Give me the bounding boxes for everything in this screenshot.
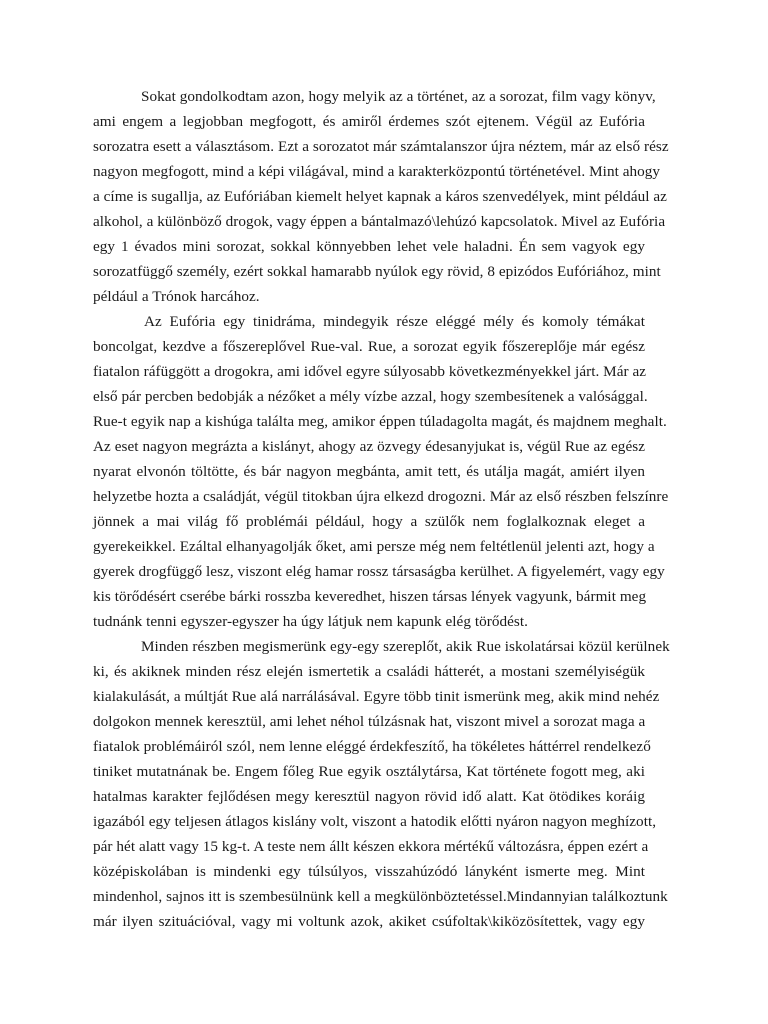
- paragraph-2-line-1: Az Eufória egy tinidráma, mindegyik része eléggé mély és komoly témákat: [144, 313, 645, 330]
- paragraph-1-line-3: sorozatra esett a választásom. Ezt a sorozatot már számtalanszor újra néztem, már az első rész: [93, 138, 669, 155]
- paragraph-3-line-12: már ilyen szituációval, vagy mi voltunk azok, akiket csúfoltak\kiközösítettek, vagy egy: [93, 913, 645, 930]
- paragraph-3-line-11: mindenhol, sajnos itt is szembesülnünk kell a megkülönböztetéssel.Mindannyian találkoztunk: [93, 888, 668, 905]
- paragraph-2-line-12: kis törődésért cserébe bárki rosszba keveredhet, hiszen társas lények vagyunk, bármit meg: [93, 588, 647, 605]
- paragraph-2-line-3: fiatalon ráfüggött a drogokra, ami idővel egyre súlyosabb következményekkel járt. Már az: [93, 363, 647, 380]
- paragraph-1-line-5: a címe is sugallja, az Eufóriában kiemelt helyet kapnak a káros szenvedélyek, mint például az: [93, 188, 667, 205]
- paragraph-1-line-8: sorozatfüggő személy, ezért sokkal hamarabb nyúlok egy rövid, 8 epizódos Eufóriához, mint: [93, 263, 661, 280]
- paragraph-2-line-10: gyerekeikkel. Ezáltal elhanyagolják őket, ami persze még nem feltétlenül jelenti azt, hogy a: [93, 538, 655, 555]
- paragraph-3-line-10: középiskolában is mindenki egy túlsúlyos, visszahúzódó lányként ismerte meg. Mint: [93, 863, 645, 880]
- paragraph-1-line-2: ami engem a legjobban megfogott, és amiről érdemes szót ejtenem. Végül az Eufória: [93, 113, 645, 130]
- paragraph-2-line-5: Rue-t egyik nap a kishúga találta meg, amikor éppen túladagolta magát, és majdnem meghalt.: [93, 413, 667, 430]
- paragraph-3-line-9: pár hét alatt vagy 15 kg-t. A teste nem állt készen ekkora mértékű változásra, éppen ezért a: [93, 838, 649, 855]
- paragraph-1-line-6: alkohol, a különböző drogok, vagy éppen a bántalmazó\lehúzó kapcsolatok. Mivel az Eufória: [93, 213, 666, 230]
- paragraph-2-line-4: első pár percben bedobják a nézőket a mély vízbe azzal, hogy szembesítenek a valósággal.: [93, 388, 648, 405]
- paragraph-1-line-4: nagyon megfogott, mind a képi világával, mind a karakterközpontú történetével. Mint ahogy: [93, 163, 661, 180]
- paragraph-3-line-8: igazából egy teljesen átlagos kislány volt, viszont a hatodik előtti nyáron nagyon meghízott,: [93, 813, 657, 830]
- paragraph-2-line-2: boncolgat, kezdve a főszereplővel Rue-val. Rue, a sorozat egyik főszereplője már egész: [93, 338, 645, 355]
- paragraph-2-line-11: gyerek drogfüggő lesz, viszont elég hamar rossz társaságba kerülhet. A figyelemért, vagy egy: [93, 563, 665, 580]
- paragraph-2-line-6: Az eset nagyon megrázta a kislányt, ahogy az özvegy édesanyjukat is, végül Rue az egész: [93, 438, 645, 455]
- paragraph-1-line-1: Sokat gondolkodtam azon, hogy melyik az a történet, az a sorozat, film vagy könyv,: [141, 88, 656, 105]
- paragraph-1-line-9: például a Trónok harcához.: [93, 288, 260, 305]
- paragraph-2-line-13: tudnánk tenni egyszer-egyszer ha úgy látjuk nem kapunk elég törődést.: [93, 613, 529, 630]
- paragraph-3-line-1: Minden részben megismerünk egy-egy szereplőt, akik Rue iskolatársai közül kerülnek: [141, 638, 670, 655]
- paragraph-2-line-9: jönnek a mai világ fő problémái például, hogy a szülők nem foglalkoznak eleget a: [93, 513, 645, 530]
- paragraph-1-line-7: egy 1 évados mini sorozat, sokkal könnyebben lehet vele haladni. Én sem vagyok egy: [93, 238, 645, 255]
- paragraph-3-line-3: kialakulását, a múltját Rue alá narrálásával. Egyre több tinit ismerünk meg, akik mind nehéz: [93, 688, 660, 705]
- paragraph-3-line-5: fiatalok problémáiról szól, nem lenne eléggé érdekfeszítő, ha tökéletes háttérrel rendelkező: [93, 738, 651, 755]
- paragraph-2-line-7: nyarat elvonón töltötte, és bár nagyon megbánta, amit tett, és utálja magát, amiért ilyen: [93, 463, 645, 480]
- paragraph-3-line-6: tiniket mutatnának be. Engem főleg Rue egyik osztálytársa, Kat története fogott meg, aki: [93, 763, 645, 780]
- paragraph-3-line-7: hatalmas karakter fejlődésen megy keresztül nagyon rövid idő alatt. Kat ötödikes koráig: [93, 788, 645, 805]
- paragraph-2-line-8: helyzetbe hozta a családját, végül titokban újra elkezd drogozni. Már az első részben felszínre: [93, 488, 669, 505]
- paragraph-3-line-4: dolgokon mennek keresztül, ami lehet néhol túlzásnak hat, viszont mivel a sorozat maga a: [93, 713, 646, 730]
- paragraph-3-line-2: ki, és akiknek minden rész elején ismertetik a családi hátterét, a mostani személyiségük: [93, 663, 645, 680]
